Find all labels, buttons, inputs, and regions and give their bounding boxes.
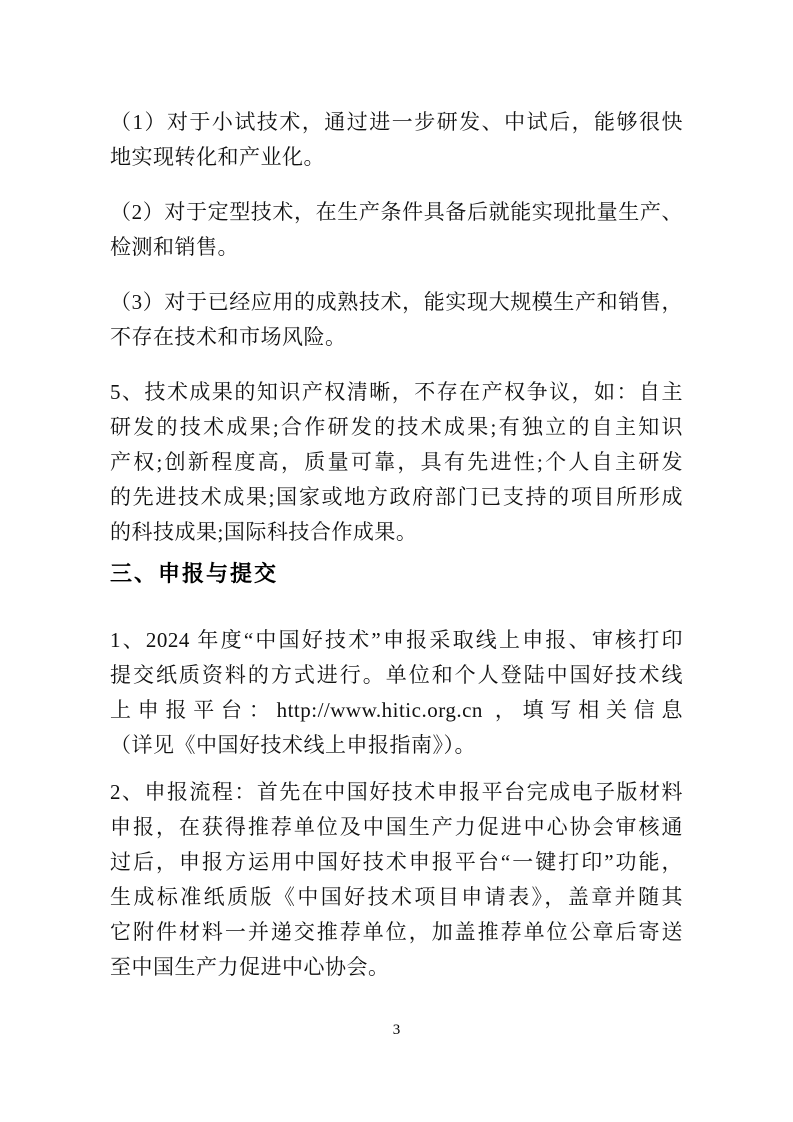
document-content [110, 105, 683, 985]
text-line: 它附件材料一并递交推荐单位，加盖推荐单位公章后寄送 [110, 920, 683, 944]
text-line: 申报，在获得推荐单位及中国生产力促进中心协会审核通 [110, 815, 683, 839]
paragraph-mature-tech [110, 285, 683, 355]
paragraph-finalized-tech [110, 195, 683, 265]
text-line: 研发的技术成果;合作研发的技术成果;有独立的自主知识 [110, 415, 683, 439]
text-line: 提交纸质资料的方式进行。单位和个人登陆中国好技术线 [110, 663, 683, 687]
text-line: 的科技成果;国际科技合作成果。 [110, 520, 418, 544]
paragraph-small-test-tech [110, 105, 683, 175]
section-heading: 三、申报与提交 [110, 561, 279, 586]
text-line: 2、申报流程：首先在中国好技术申报平台完成电子版材料 [110, 780, 683, 804]
page-number: 3 [392, 1022, 401, 1038]
text-line: 5、技术成果的知识产权清晰，不存在产权争议，如：自主 [110, 380, 683, 404]
text-line: （3）对于已经应用的成熟技术，能实现大规模生产和销售， [110, 290, 683, 314]
text-line: 的先进技术成果;国家或地方政府部门已支持的项目所形成 [110, 485, 683, 509]
text-line: 地实现转化和产业化。 [110, 145, 325, 169]
text-line: （详见《中国好技术线上申报指南》）。 [110, 733, 476, 757]
text-line: 检测和销售。 [110, 235, 239, 259]
paragraph-ip-rights [110, 375, 683, 550]
text-line: 过后，申报方运用中国好技术申报平台“一键打印”功能， [110, 850, 683, 874]
text-line: 不存在技术和市场风险。 [110, 325, 347, 349]
text-line: （2）对于定型技术，在生产条件具备后就能实现批量生产、 [110, 200, 683, 224]
text-line: 1、2024 年度“中国好技术”申报采取线上申报、审核打印 [110, 628, 683, 652]
page-footer [0, 1020, 793, 1040]
text-line: 产权;创新程度高，质量可靠，具有先进性;个人自主研发 [110, 450, 683, 474]
paragraph-online-application [110, 623, 683, 763]
text-line: 生成标准纸质版《中国好技术项目申请表》，盖章并随其 [110, 885, 683, 909]
text-line-with-url: 上申报平台：http://www.hitic.org.cn ，填写相关信息 [110, 698, 683, 722]
text-line: （1）对于小试技术，通过进一步研发、中试后，能够很快 [110, 110, 683, 134]
paragraph-application-process [110, 775, 683, 985]
text-line: 至中国生产力促进中心协会。 [110, 955, 390, 979]
